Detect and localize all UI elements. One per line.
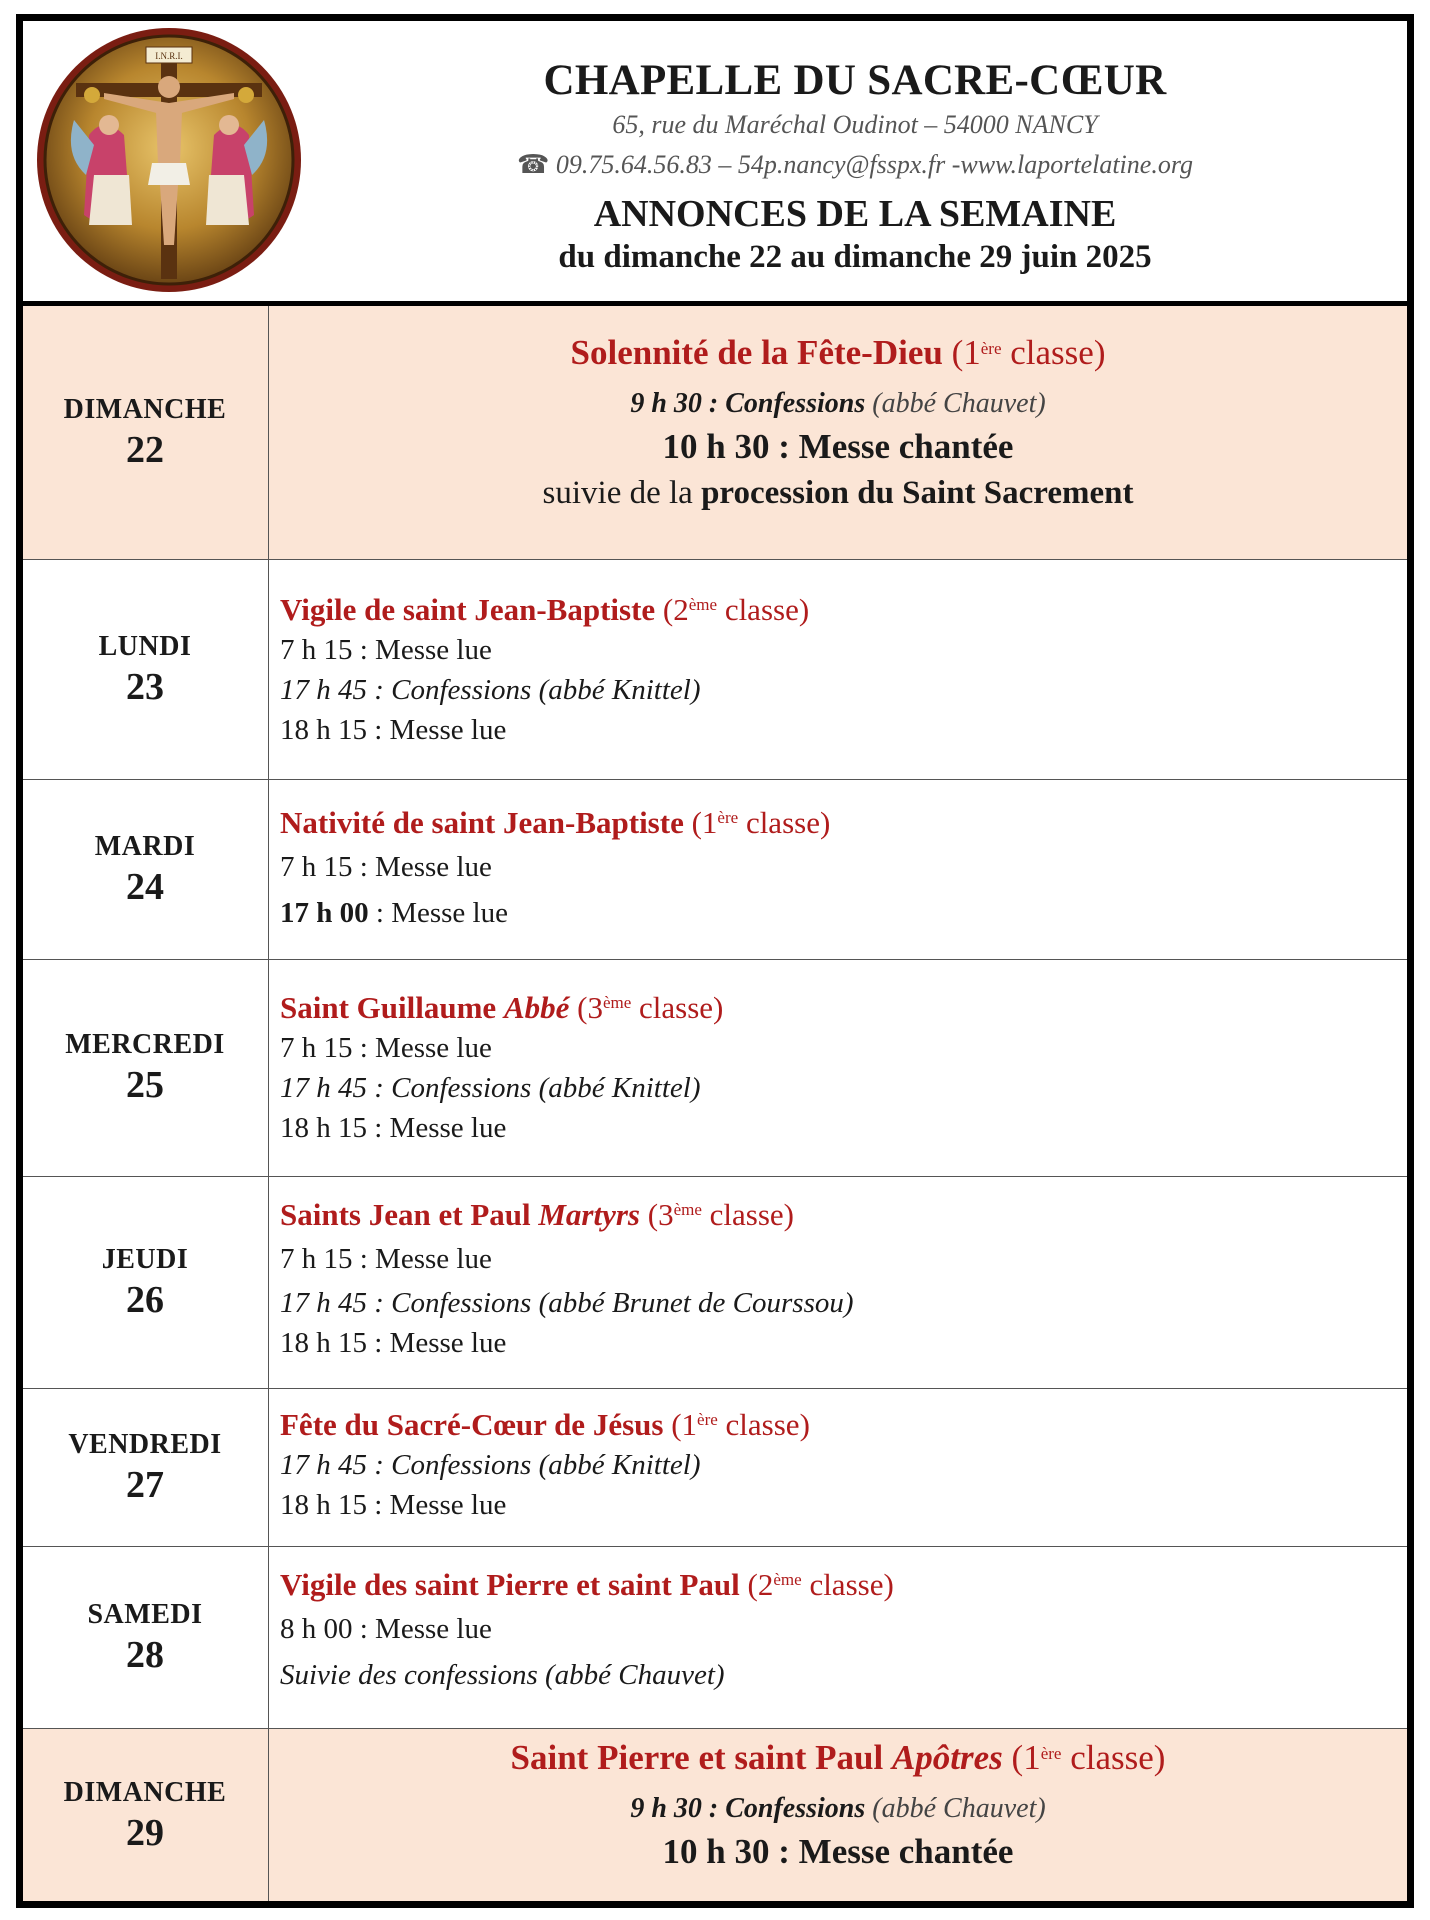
day-cell [22, 560, 269, 779]
day-row-thursday-26 [22, 1177, 1408, 1389]
day-content [268, 1389, 1408, 1546]
phone-icon: ☎ [517, 150, 550, 179]
day-number: 24 [126, 865, 164, 908]
day-content [268, 780, 1408, 959]
chapel-title: CHAPELLE DU SACRE-CŒUR [543, 57, 1167, 104]
day-name: SAMEDI [87, 1598, 203, 1630]
crucifix-medallion-icon [34, 25, 304, 295]
feast-class-open: (1 [1011, 1738, 1041, 1777]
schedule-line: 17 h 45 : Confessions (abbé Knittel) [280, 1449, 701, 1481]
announcements-dates: du dimanche 22 au dimanche 29 juin 2025 [558, 239, 1152, 275]
day-content [268, 1177, 1408, 1388]
feast-class-close: classe) [738, 805, 831, 840]
feast-class-open: (1 [951, 333, 981, 372]
feast-name: Saints Jean et Paul [280, 1197, 539, 1232]
feast-name: Saint Pierre et saint Paul [510, 1738, 892, 1777]
header [22, 20, 1408, 306]
feast-name: Vigile de saint Jean-Baptiste [280, 592, 656, 627]
schedule-line: 18 h 15 : Messe lue [280, 714, 507, 746]
feast-title [280, 590, 1408, 630]
day-row-sunday-29 [22, 1729, 1408, 1902]
feast-class-sup: ème [688, 595, 718, 614]
day-name: MARDI [94, 830, 196, 862]
day-content [268, 306, 1408, 559]
feast-class-open: (1 [671, 1407, 698, 1442]
schedule-line: Suivie des confessions (abbé Chauvet) [280, 1659, 725, 1691]
feast-title [280, 1565, 1408, 1605]
feast-title [280, 988, 1408, 1028]
conf-priest: (abbé Chauvet) [872, 388, 1046, 419]
day-name: JEUDI [101, 1243, 189, 1275]
feast-title [268, 1735, 1408, 1781]
chapel-address: 65, rue du Maréchal Oudinot – 54000 NANCY [612, 110, 1098, 139]
feast-class-sup: ère [717, 808, 739, 827]
day-cell [22, 1389, 269, 1546]
feast-title [280, 803, 1408, 843]
day-number: 25 [126, 1064, 164, 1106]
feast-name: Nativité de saint Jean-Baptiste [280, 805, 684, 840]
schedule-line: 18 h 15 : Messe lue [280, 1327, 507, 1359]
feast-class-sup: ème [673, 1200, 702, 1219]
day-row-friday-27 [22, 1389, 1408, 1547]
confessions-line [268, 1789, 1408, 1829]
feast-class-close: classe) [701, 1197, 794, 1232]
conf-time: 9 h 30 : [630, 388, 719, 419]
feast-qualifier: Apôtres [891, 1738, 1003, 1777]
feast-class-open: (2 [747, 1567, 774, 1602]
feast-class-close: classe) [1061, 1738, 1166, 1777]
feast-name: Vigile des saint Pierre et saint Paul [280, 1567, 740, 1602]
day-cell [22, 1729, 269, 1902]
day-number: 26 [126, 1278, 164, 1321]
schedule-line: 18 h 15 : Messe lue [280, 1112, 507, 1144]
day-number: 22 [126, 428, 164, 471]
schedule-line: 8 h 00 : Messe lue [280, 1613, 492, 1645]
schedule-line: 7 h 15 : Messe lue [280, 634, 492, 666]
feast-class-sup: ème [602, 993, 632, 1012]
feast-class-open: (1 [691, 805, 718, 840]
day-name: VENDREDI [68, 1428, 222, 1460]
feast-name: Saint Guillaume [280, 990, 504, 1025]
feast-class-close: classe) [801, 1567, 894, 1602]
inri-inscription: I.N.R.I. [155, 51, 183, 61]
procession-prefix: suivie de la [542, 475, 702, 511]
day-name: MERCREDI [65, 1029, 225, 1060]
procession-bold: procession du Saint Sacrement [701, 475, 1134, 511]
feast-class-close: classe) [717, 1407, 810, 1442]
feast-class-close: classe) [1001, 333, 1106, 372]
day-number: 29 [126, 1811, 164, 1854]
day-content [268, 960, 1408, 1176]
feast-title [280, 1405, 1408, 1445]
day-content [268, 1729, 1408, 1902]
day-name: DIMANCHE [63, 393, 227, 425]
feast-title [280, 1195, 1408, 1235]
feast-class-close: classe) [717, 592, 810, 627]
schedule-line: 7 h 15 : Messe lue [280, 1032, 492, 1064]
day-row-monday-23 [22, 560, 1408, 780]
schedule-line: 17 h 45 : Confessions (abbé Knittel) [280, 674, 701, 706]
announcements-heading: ANNONCES DE LA SEMAINE [593, 193, 1117, 235]
day-cell [22, 1547, 269, 1728]
mass-line: 10 h 30 : Messe chantée [662, 1832, 1014, 1871]
feast-qualifier: Abbé [503, 990, 570, 1025]
day-row-wednesday-25 [22, 960, 1408, 1177]
conf-label: Confessions [725, 388, 866, 419]
day-number: 23 [126, 665, 164, 708]
contact-details: 09.75.64.56.83 – 54p.nancy@fsspx.fr -www.laportelatine.org [555, 150, 1193, 179]
day-cell [22, 1177, 269, 1388]
schedule-line: 17 h 45 : Confessions (abbé Brunet de Courssou) [280, 1287, 854, 1319]
schedule-line: 7 h 15 : Messe lue [280, 1243, 492, 1275]
conf-time: 9 h 30 : [630, 1793, 719, 1824]
schedule-line: 7 h 15 : Messe lue [280, 851, 492, 883]
schedule-line: 18 h 15 : Messe lue [280, 1489, 507, 1521]
day-row-sunday-22 [22, 306, 1408, 560]
feast-name: Solennité de la Fête-Dieu [570, 333, 943, 372]
feast-class-sup: ère [1040, 1744, 1062, 1763]
feast-title [268, 330, 1408, 376]
feast-class-close: classe) [631, 990, 724, 1025]
schedule-time-bold: 17 h 00 [280, 897, 369, 929]
day-number: 27 [126, 1463, 164, 1506]
schedule-rest: : Messe lue [368, 897, 508, 929]
feast-class-open: (2 [662, 592, 689, 627]
feast-name: Fête du Sacré-Cœur de Jésus [280, 1407, 664, 1442]
day-cell [22, 960, 269, 1176]
day-name: LUNDI [98, 630, 192, 662]
day-number: 28 [126, 1633, 164, 1676]
schedule-line [280, 893, 1408, 933]
mass-line: 10 h 30 : Messe chantée [662, 427, 1014, 466]
day-content [268, 1547, 1408, 1728]
conf-priest: (abbé Chauvet) [872, 1793, 1046, 1824]
feast-class-open: (3 [647, 1197, 674, 1232]
procession-line [268, 470, 1408, 516]
day-cell [22, 780, 269, 959]
chapel-contact [322, 150, 1388, 180]
day-row-saturday-28 [22, 1547, 1408, 1729]
schedule-line: 17 h 45 : Confessions (abbé Knittel) [280, 1072, 701, 1104]
day-row-tuesday-24 [22, 780, 1408, 960]
confessions-line [268, 384, 1408, 424]
feast-class-sup: ère [980, 339, 1002, 358]
feast-class-open: (3 [577, 990, 603, 1025]
feast-class-sup: ère [697, 1410, 718, 1429]
feast-class-sup: ème [773, 1570, 802, 1589]
day-content [268, 560, 1408, 779]
day-name: DIMANCHE [63, 1776, 227, 1808]
feast-qualifier: Martyrs [538, 1197, 640, 1232]
conf-label: Confessions [725, 1793, 866, 1824]
day-cell [22, 306, 269, 559]
